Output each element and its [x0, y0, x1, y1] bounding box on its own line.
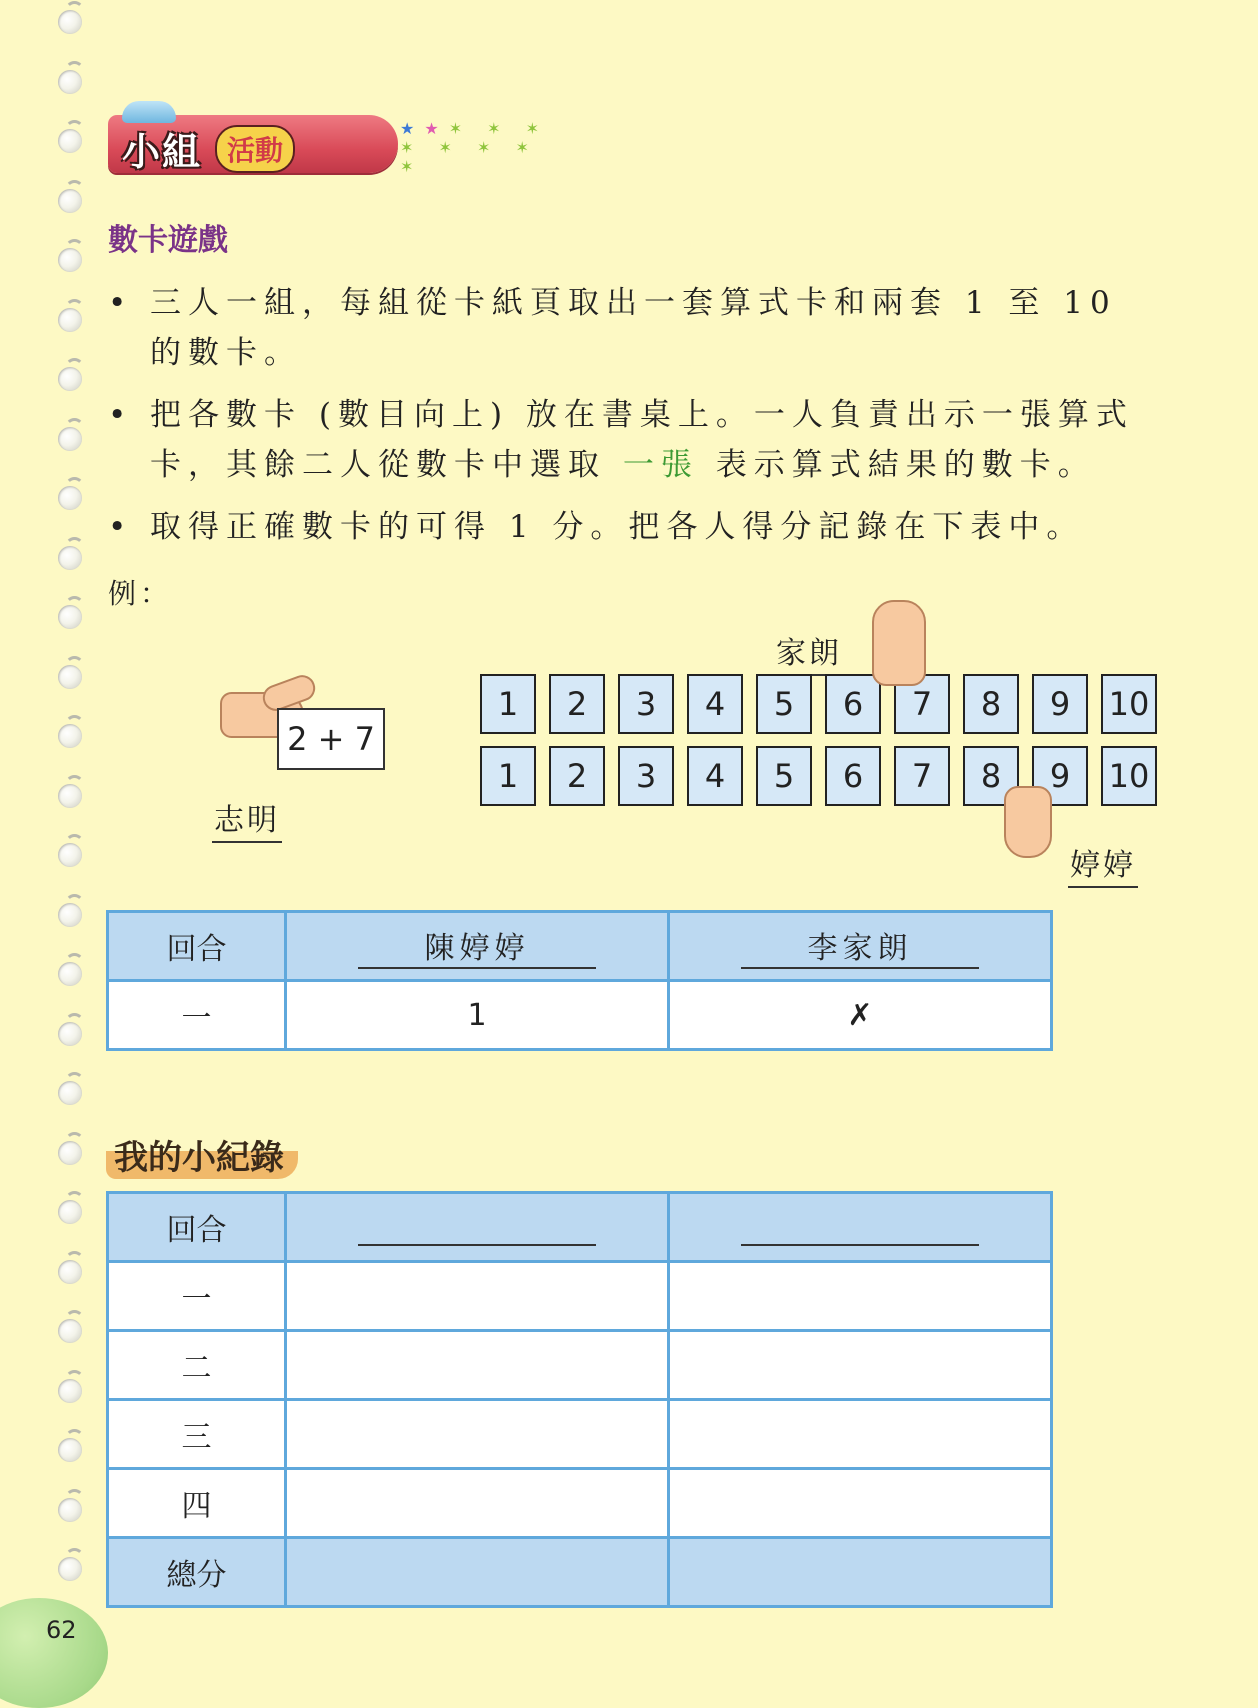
notebook-rings — [0, 0, 100, 1689]
number-card-row-1 — [480, 674, 1157, 734]
total-entry-cell[interactable] — [286, 1538, 669, 1607]
score-cell: 1 — [286, 981, 669, 1050]
my-record-title: 我的小紀錄 — [106, 1128, 298, 1179]
score-entry-cell[interactable] — [669, 1331, 1052, 1400]
score-entry-cell[interactable] — [669, 1262, 1052, 1331]
rule-text: 三人一組，每組從卡紙頁取出一套算式卡和兩套 1 至 10 的數卡。 — [150, 285, 1117, 371]
badge-title: 小組 — [122, 130, 203, 174]
number-card: 10 — [1101, 674, 1157, 734]
round-cell: 一 — [108, 981, 286, 1050]
group-activity-badge — [100, 95, 560, 175]
number-card: 3 — [618, 746, 674, 806]
round-cell: 一 — [108, 1262, 286, 1331]
my-record-table — [106, 1191, 1053, 1608]
score-entry-cell[interactable] — [286, 1331, 669, 1400]
number-card: 2 — [549, 674, 605, 734]
rule-item — [108, 390, 1148, 490]
player-name-jialang: 家朗 — [774, 628, 844, 676]
number-card: 7 — [894, 674, 950, 734]
binder-ring — [58, 1200, 82, 1224]
binder-ring — [58, 903, 82, 927]
score-entry-cell[interactable] — [669, 1400, 1052, 1469]
binder-ring — [58, 1022, 82, 1046]
round-cell: 三 — [108, 1400, 286, 1469]
rule-text: 把各數卡 (數目向上) 放在書桌上。一人負責出示一張算式卡，其餘二人從數卡中選取 — [150, 397, 1134, 483]
example-label: 例： — [108, 577, 173, 610]
round-cell: 二 — [108, 1331, 286, 1400]
score-entry-cell[interactable] — [669, 1469, 1052, 1538]
binder-ring — [58, 10, 82, 34]
number-card: 1 — [480, 746, 536, 806]
table-header-row — [108, 1193, 1052, 1262]
total-label: 總分 — [108, 1538, 286, 1607]
score-entry-cell[interactable] — [286, 1400, 669, 1469]
number-card: 2 — [549, 746, 605, 806]
bullet-icon: • — [108, 285, 134, 321]
binder-ring — [58, 1141, 82, 1165]
table-header-row — [108, 912, 1052, 981]
binder-ring — [58, 427, 82, 451]
binder-ring — [58, 129, 82, 153]
number-card: 3 — [618, 674, 674, 734]
header-player-1 — [286, 912, 669, 981]
binder-ring — [58, 843, 82, 867]
rule-text: 表示算式結果的數卡。 — [698, 447, 1096, 483]
number-card: 6 — [825, 674, 881, 734]
header-player-2 — [669, 912, 1052, 981]
rules-list — [108, 278, 1148, 564]
table-row — [108, 981, 1052, 1050]
round-cell: 四 — [108, 1469, 286, 1538]
number-card-row-2 — [480, 746, 1157, 806]
header-round: 回合 — [108, 1193, 286, 1262]
table-row — [108, 1400, 1052, 1469]
binder-ring — [58, 248, 82, 272]
name-blank-2[interactable] — [669, 1193, 1052, 1262]
number-card: 5 — [756, 674, 812, 734]
binder-ring — [58, 1081, 82, 1105]
player-name-tingting: 婷婷 — [1068, 840, 1138, 888]
rule-item — [108, 502, 1148, 552]
binder-ring — [58, 665, 82, 689]
score-cell: ✗ — [669, 981, 1052, 1050]
stars-decoration: ★★✶ ✶ ✶ ✶ ✶ ✶ ✶ ✶ — [400, 119, 550, 176]
binder-ring — [58, 189, 82, 213]
number-card: 9 — [1032, 746, 1088, 806]
badge-subtitle: 活動 — [215, 125, 295, 173]
binder-ring — [58, 605, 82, 629]
binder-ring — [58, 546, 82, 570]
binder-ring — [58, 784, 82, 808]
player-name-zhiming: 志明 — [212, 795, 282, 843]
header-round: 回合 — [108, 912, 286, 981]
binder-ring — [58, 1260, 82, 1284]
bullet-icon: • — [108, 509, 134, 545]
number-card: 9 — [1032, 674, 1088, 734]
binder-ring — [58, 308, 82, 332]
binder-ring — [58, 367, 82, 391]
number-card: 8 — [963, 746, 1019, 806]
name-blank-1[interactable] — [286, 1193, 669, 1262]
table-row — [108, 1331, 1052, 1400]
player-2-name: 李家朗 — [741, 923, 979, 969]
total-row — [108, 1538, 1052, 1607]
score-entry-cell[interactable] — [286, 1469, 669, 1538]
binder-ring — [58, 1557, 82, 1581]
bullet-icon: • — [108, 397, 134, 433]
rocket-window — [122, 101, 176, 123]
pointing-hand-bottom-illustration — [1004, 786, 1052, 858]
player-1-name: 陳婷婷 — [358, 923, 596, 969]
binder-ring — [58, 486, 82, 510]
table-row — [108, 1469, 1052, 1538]
total-entry-cell[interactable] — [669, 1538, 1052, 1607]
expression-card: 2 + 7 — [277, 708, 385, 770]
number-card: 4 — [687, 746, 743, 806]
number-card: 10 — [1101, 746, 1157, 806]
name-line — [741, 1210, 979, 1246]
binder-ring — [58, 962, 82, 986]
number-card: 6 — [825, 746, 881, 806]
number-card: 7 — [894, 746, 950, 806]
pointing-hand-top-illustration — [872, 600, 926, 686]
binder-ring — [58, 70, 82, 94]
rule-highlight: 一張 — [622, 447, 699, 483]
score-entry-cell[interactable] — [286, 1262, 669, 1331]
number-card: 5 — [756, 746, 812, 806]
name-line — [358, 1210, 596, 1246]
binder-ring — [58, 1438, 82, 1462]
binder-ring — [58, 1379, 82, 1403]
binder-ring — [58, 724, 82, 748]
table-row — [108, 1262, 1052, 1331]
number-card: 1 — [480, 674, 536, 734]
rule-item — [108, 278, 1148, 378]
binder-ring — [58, 1319, 82, 1343]
binder-ring — [58, 1498, 82, 1522]
example-score-table — [106, 910, 1053, 1051]
number-card: 4 — [687, 674, 743, 734]
number-card: 8 — [963, 674, 1019, 734]
page-number: 62 — [46, 1616, 77, 1644]
rule-text: 取得正確數卡的可得 1 分。把各人得分記錄在下表中。 — [150, 509, 1085, 545]
section-title: 數卡遊戲 — [108, 223, 228, 258]
